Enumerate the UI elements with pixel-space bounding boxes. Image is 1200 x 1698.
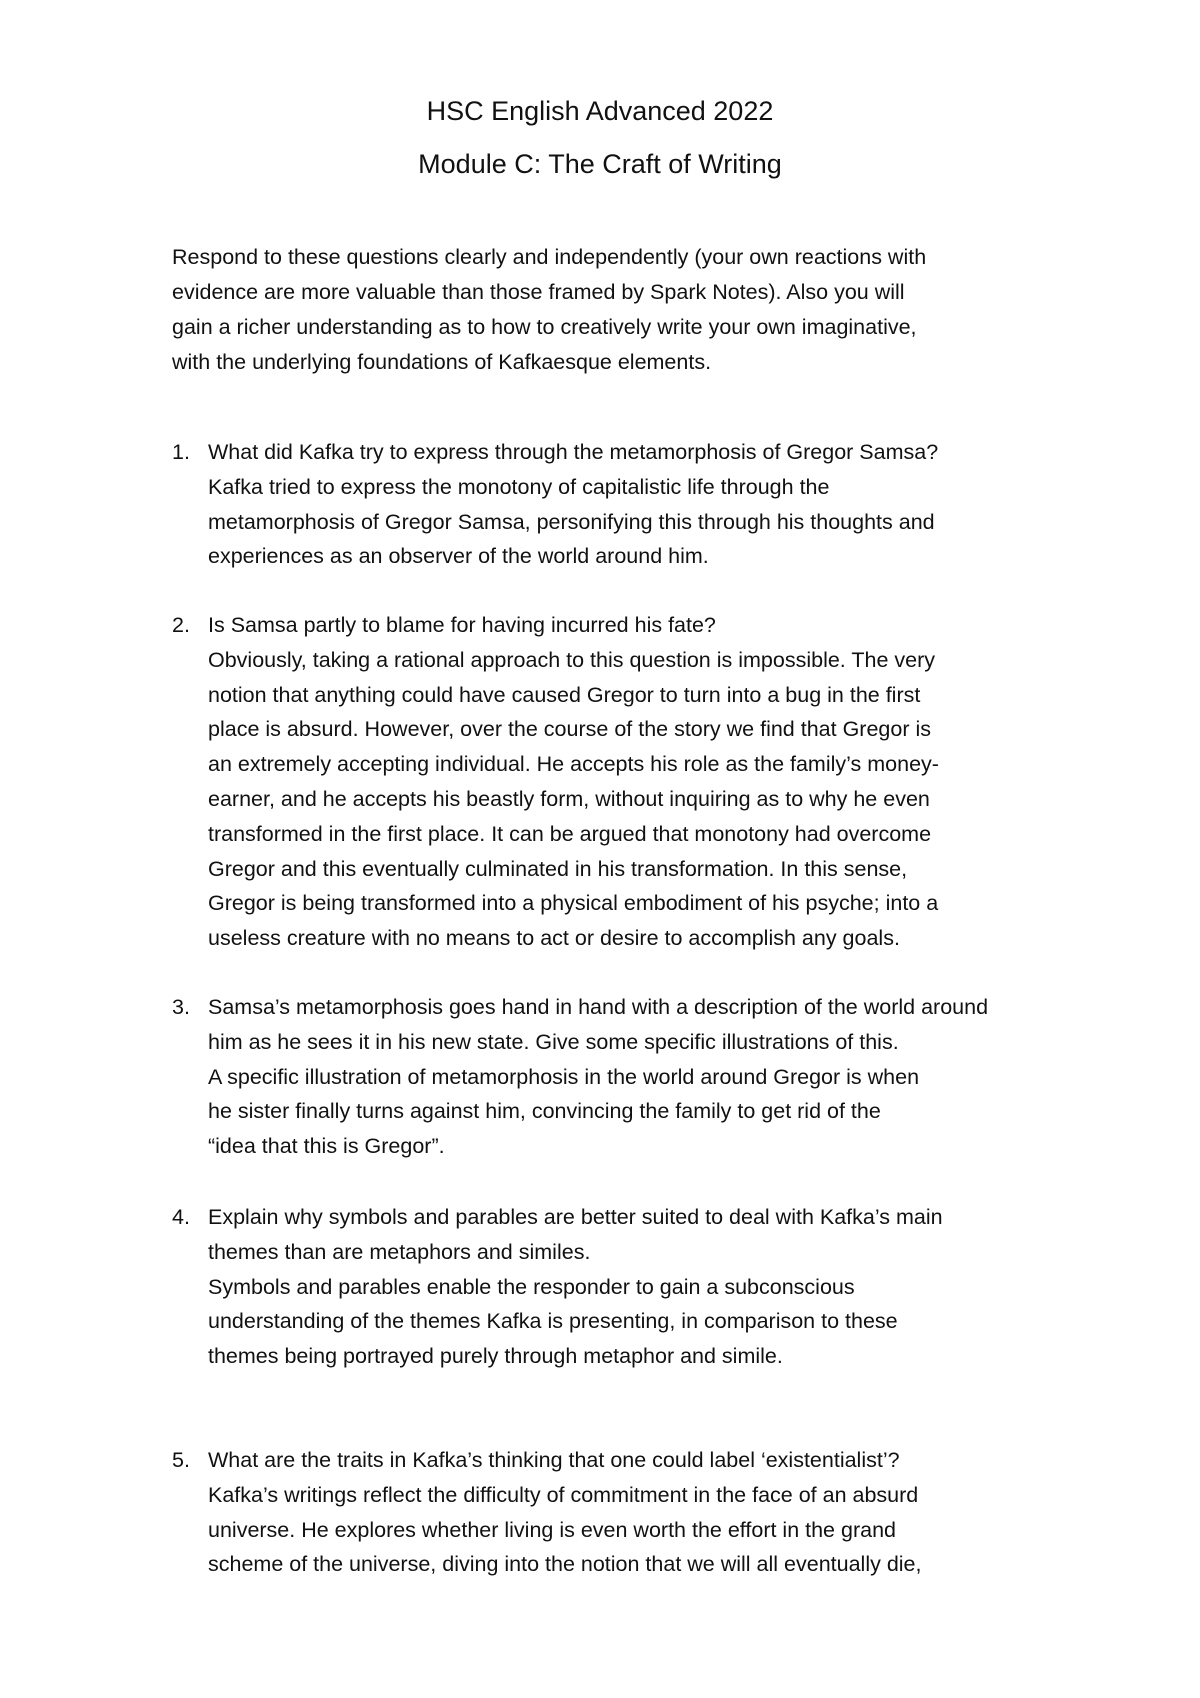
question-prompt: themes than are metaphors and similes. (208, 1239, 591, 1264)
question-body (208, 1200, 1132, 1374)
question-prompt: What are the traits in Kafka’s thinking that one could label ‘existentialist’? (208, 1448, 900, 1472)
question-5 (172, 1443, 1132, 1582)
question-4 (172, 1200, 1132, 1374)
answer-line: “idea that this is Gregor”. (208, 1134, 445, 1159)
answer-line: an extremely accepting individual. He accepts his role as the family’s money- (208, 752, 939, 777)
question-number: 3. (172, 995, 190, 1019)
answer-line: notion that anything could have caused Gregor to turn into a bug in the first (208, 682, 921, 707)
question-prompt: Is Samsa partly to blame for having incurred his fate? (208, 613, 716, 637)
question-number: 1. (172, 440, 190, 464)
answer-line: transformed in the first place. It can be argued that monotony had overcome (208, 821, 932, 846)
answer-line: understanding of the themes Kafka is presenting, in comparison to these (208, 1309, 898, 1334)
answer-line: place is absurd. However, over the course of the story we find that Gregor is (208, 717, 931, 742)
answer-line: universe. He explores whether living is even worth the effort in the grand (208, 1517, 896, 1542)
answer-line: A specific illustration of metamorphosis in the world around Gregor is when (208, 1064, 920, 1089)
answer-line: useless creature with no means to act or desire to accomplish any goals. (208, 926, 900, 951)
answer-line: Obviously, taking a rational approach to this question is impossible. The very (208, 647, 936, 672)
answer-line: earner, and he accepts his beastly form, without inquiring as to why he even (208, 786, 930, 811)
question-2 (172, 608, 1132, 956)
answer-line: Gregor is being transformed into a physical embodiment of his psyche; into a (208, 891, 939, 916)
answer-line: Gregor and this eventually culminated in his transformation. In this sense, (208, 856, 908, 881)
intro-line: evidence are more valuable than those framed by Spark Notes). Also you will (172, 280, 905, 304)
intro-line: with the underlying foundations of Kafkaesque elements. (172, 350, 712, 374)
question-prompt: him as he sees it in his new state. Give some specific illustrations of this. (208, 1029, 899, 1054)
question-number: 4. (172, 1205, 190, 1229)
question-prompt: Explain why symbols and parables are better suited to deal with Kafka’s main (208, 1205, 943, 1229)
intro-paragraph (172, 240, 1072, 380)
question-number: 5. (172, 1448, 190, 1472)
question-body (208, 608, 1132, 956)
answer-line: Kafka’s writings reflect the difficulty of commitment in the face of an absurd (208, 1482, 919, 1507)
question-3 (172, 990, 1132, 1164)
answer-line: metamorphosis of Gregor Samsa, personifying this through his thoughts and (208, 509, 935, 534)
question-prompt: Samsa’s metamorphosis goes hand in hand with a description of the world around (208, 995, 989, 1019)
question-number: 2. (172, 613, 190, 637)
intro-line: Respond to these questions clearly and independently (your own reactions with (172, 245, 927, 269)
page-title: HSC English Advanced 2022 (426, 96, 774, 126)
question-body (208, 435, 1132, 574)
answer-line: Symbols and parables enable the responder to gain a subconscious (208, 1274, 855, 1299)
answer-line: he sister finally turns against him, convincing the family to get rid of the (208, 1099, 881, 1124)
answer-line: themes being portrayed purely through metaphor and simile. (208, 1344, 783, 1369)
question-body (208, 1443, 1132, 1582)
page-subtitle: Module C: The Craft of Writing (418, 149, 782, 179)
question-1 (172, 435, 1132, 574)
answer-line: Kafka tried to express the monotony of capitalistic life through the (208, 474, 830, 499)
answer-line: scheme of the universe, diving into the notion that we will all eventually die, (208, 1552, 922, 1577)
question-prompt: What did Kafka try to express through the metamorphosis of Gregor Samsa? (208, 440, 939, 464)
answer-line: experiences as an observer of the world around him. (208, 544, 709, 569)
question-body (208, 990, 1132, 1164)
intro-line: gain a richer understanding as to how to creatively write your own imaginative, (172, 315, 917, 339)
